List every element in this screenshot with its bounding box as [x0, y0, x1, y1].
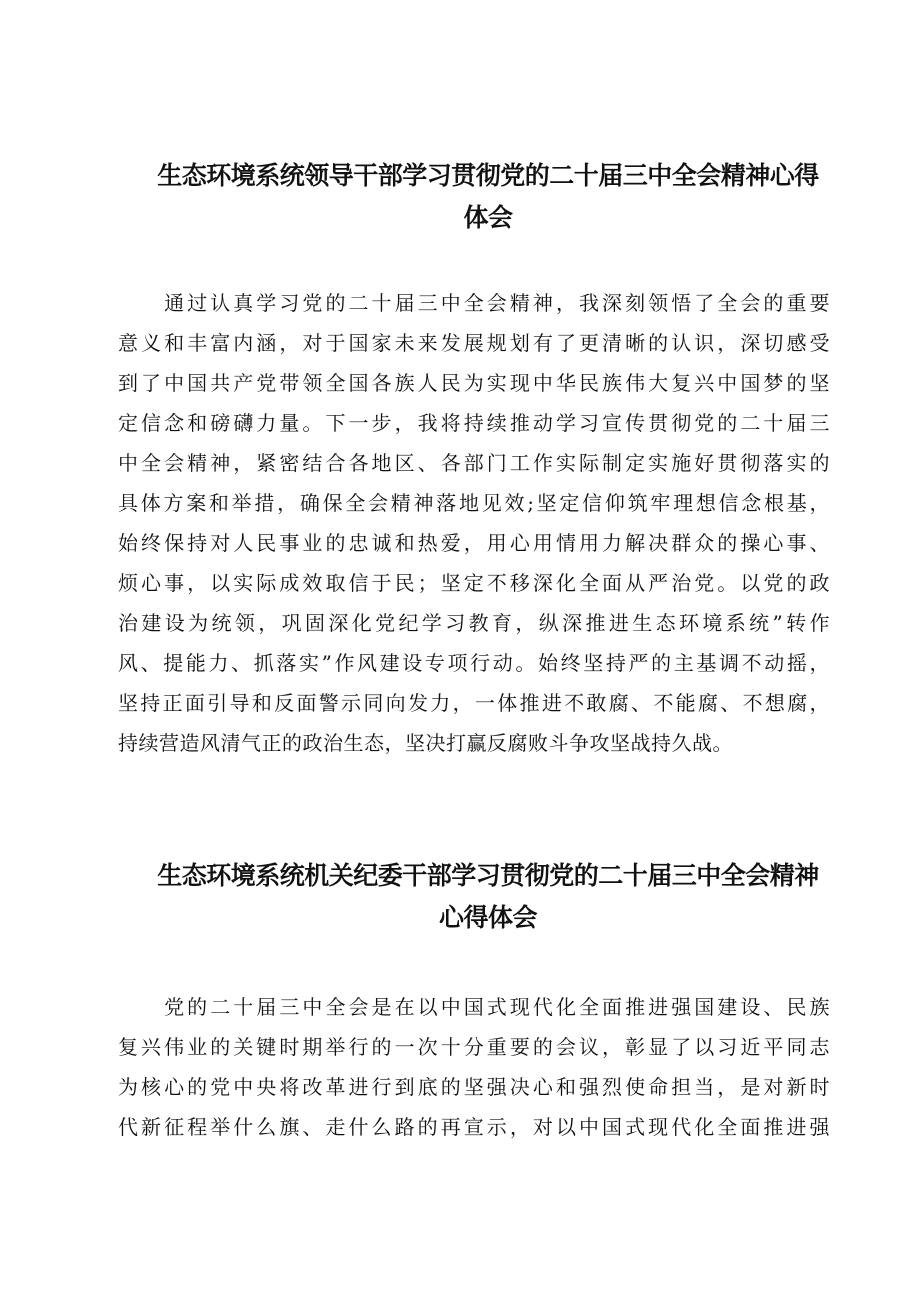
section-1-body-line: 通过认真学习党的二十届三中全会精神，我深刻领悟了全会的重要	[118, 291, 830, 315]
section-2-title-line: 心得体会	[438, 903, 537, 932]
section-1-title	[118, 155, 858, 239]
section-1-body-line: 意义和丰富内涵，对于国家未来发展规划有了更清晰的认识，深切感受	[118, 331, 830, 355]
section-1-body-line: 持续营造风清气正的政治生态，坚决打赢反腐败斗争攻坚战持久战。	[118, 731, 733, 755]
section-1-body-line: 治建设为统领，巩固深化党纪学习教育，纵深推进生态环境系统”转作	[118, 611, 830, 635]
section-1-body-line: 定信念和磅礴力量。下一步，我将持续推动学习宣传贯彻党的二十届三	[118, 411, 830, 435]
section-1-body-line: 中全会精神，紧密结合各地区、各部门工作实际制定实施好贯彻落实的	[118, 451, 830, 475]
section-1-body-line: 始终保持对人民事业的忠诚和热爱，用心用情用力解决群众的操心事、	[118, 531, 830, 555]
section-2-title	[118, 855, 858, 939]
section-1-title-line: 生态环境系统领导干部学习贯彻党的二十届三中全会精神心得	[157, 161, 819, 190]
section-2-body-line: 复兴伟业的关键时期举行的一次十分重要的会议，彰显了以习近平同志	[118, 1035, 830, 1059]
section-1-body-line: 烦心事，以实际成效取信于民；坚定不移深化全面从严治党。以党的政	[118, 571, 830, 595]
section-2-body	[118, 987, 830, 1147]
section-1-body-line: 风、提能力、抓落实”作风建设专项行动。始终坚持严的主基调不动摇，	[118, 651, 830, 675]
section-2-body-line: 为核心的党中央将改革进行到底的坚强决心和强烈使命担当，是对新时	[118, 1075, 830, 1099]
section-1-body-line: 坚持正面引导和反面警示同向发力，一体推进不敢腐、不能腐、不想腐，	[118, 691, 830, 715]
section-1-body-line: 具体方案和举措，确保全会精神落地见效;坚定信仰筑牢理想信念根基，	[118, 491, 830, 515]
section-1-title-line: 体会	[463, 203, 513, 232]
section-2-body-line: 代新征程举什么旗、走什么路的再宣示，对以中国式现代化全面推进强	[118, 1115, 830, 1139]
section-2-body-line: 党的二十届三中全会是在以中国式现代化全面推进强国建设、民族	[118, 995, 830, 1019]
section-1-body	[118, 283, 830, 763]
section-1-body-line: 到了中国共产党带领全国各族人民为实现中华民族伟大复兴中国梦的坚	[118, 371, 830, 395]
section-2-title-line: 生态环境系统机关纪委干部学习贯彻党的二十届三中全会精神	[157, 861, 819, 890]
